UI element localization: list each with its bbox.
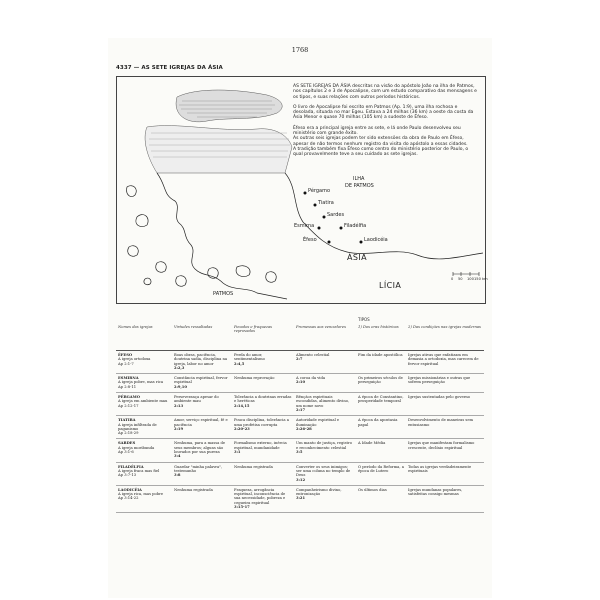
table-cell <box>116 485 172 512</box>
column-header: 2) Das condições nas igrejas modernas <box>406 323 484 351</box>
table-cell <box>356 374 406 393</box>
map-label-esmirna: Esmirna <box>294 223 315 229</box>
virtues-text: Boas obras, paciência, doutrina sadia, disciplina na igreja, labor no amor <box>174 353 228 366</box>
church-name: TIATIRA <box>118 418 136 423</box>
table-cell <box>172 393 232 416</box>
table-row <box>116 393 484 416</box>
scale-label-150: 150 km <box>474 277 488 281</box>
map-note-paragraph: As outras seis igrejas podem ter sido extensões da obra de Paulo em Éfeso, apesar de não termos nenhum registro da visita do apóstolo a essas cidades. <box>293 136 468 147</box>
table-cell <box>172 462 232 485</box>
map-label-ilha: ILHA <box>353 176 365 182</box>
modern-text: Igrejas ativas que enfatizam em demasia a ortodoxia, mas carecem de fervor espiritual <box>408 353 479 366</box>
modern-text: Igrejas missionárias e outras que sofrem perseguição <box>408 376 471 385</box>
modern-text: Igrejas mundanas populares, satisfeitas consigo mesmas <box>408 487 463 497</box>
promise-text: A coroa da vida <box>296 376 326 381</box>
era-text: A época de Constantino, prosperidade temporal <box>358 395 404 404</box>
sins-reference: 2:4,5 <box>234 361 245 366</box>
modern-text: Igrejas sustentadas pelo governo <box>408 395 470 400</box>
table-cell <box>232 416 294 439</box>
map-note-paragraph: AS SETE IGREJAS DA ÁSIA descritas na visão do apóstolo João na ilha de Patmos, nos capítulos 2 e 3 de Apocalipse, com um estudo comparativo das mensagens e os tipos, e suas relações com outros períodos históricos. <box>293 84 477 100</box>
promise-text: Converter os seus inimigos; ser uma coluna no templo de Deus <box>296 464 351 478</box>
church-subtitle: A igreja fraca mas fiel <box>118 468 160 473</box>
table-row <box>116 485 484 512</box>
table-cell <box>294 374 356 393</box>
sins-text: Nenhuma reprovação <box>234 376 275 381</box>
virtues-reference: 2:13 <box>174 403 184 408</box>
church-reference: Ap 3:14-22 <box>118 496 139 501</box>
church-name: ÉFESO <box>118 353 133 357</box>
church-subtitle: A igreja ortodoxa <box>118 357 151 362</box>
era-text: Fim da idade apostólica <box>358 353 403 357</box>
column-header: Nomes das igrejas <box>116 323 172 351</box>
table-cell <box>294 393 356 416</box>
church-reference: Ap 2:8-11 <box>118 384 137 389</box>
church-subtitle: A igreja rica, mas pobre <box>118 492 164 497</box>
table-cell <box>232 439 294 462</box>
era-text: Os últimos dias <box>358 487 387 492</box>
church-reference: Ap 3:7-13 <box>118 473 137 478</box>
map-note-paragraph: Éfeso era a principal igreja entre as sete, e lá onde Paulo desenvolveu seu ministério com grande êxito. <box>293 125 461 137</box>
map-label-asia: ÁSIA <box>347 253 367 262</box>
scale-label-0: 0 <box>451 277 454 281</box>
promise-reference: 3:5 <box>296 450 303 455</box>
table-cell <box>116 374 172 393</box>
era-text: A época da apostasia papal <box>358 418 398 427</box>
sins-text: Perda do amor, sentimentalismo <box>234 353 265 362</box>
tipos-label: TIPOS <box>358 317 370 322</box>
map-label-de-patmos: DE PATMOS <box>345 183 374 189</box>
sins-text: Nenhuma registrada <box>234 464 273 469</box>
table-cell <box>406 374 484 393</box>
church-subtitle: A igreja em ambiente mau <box>118 399 168 404</box>
promise-reference: 2:7 <box>296 357 303 362</box>
table-cell <box>172 374 232 393</box>
church-reference: Ap 2:18-29 <box>118 431 139 436</box>
table-cell <box>406 351 484 374</box>
table-cell <box>232 351 294 374</box>
virtues-text: Guardar "minha palavra", testemunho <box>174 464 223 473</box>
church-subtitle: A igreja moribunda <box>118 445 155 450</box>
table-body <box>116 351 484 513</box>
virtues-reference: 2:19 <box>174 426 184 431</box>
church-reference: Ap 2:1-7 <box>118 361 134 366</box>
scale-label-50: 50 <box>458 277 463 281</box>
section-heading: 4337 — AS SETE IGREJAS DA ÁSIA <box>116 65 223 71</box>
promise-text: Um manto de justiça, registro e reconhecimento celestial <box>296 441 352 450</box>
virtues-reference: 3:4 <box>174 454 181 459</box>
table-row <box>116 351 484 374</box>
table-cell <box>294 485 356 512</box>
page <box>108 38 492 598</box>
table-row <box>116 462 484 485</box>
map-label-laodiceia: Laodicéia <box>364 237 388 243</box>
church-subtitle: A igreja pobre, mas rica <box>118 380 164 385</box>
promise-reference: 2:26-28 <box>296 426 312 431</box>
virtues-text: Amor, serviço espiritual, fé e paciência <box>174 418 228 427</box>
virtues-text: Nenhuma registrada <box>174 487 213 492</box>
church-name: PÉRGAMO <box>118 395 140 400</box>
table-row <box>116 439 484 462</box>
table-cell <box>356 485 406 512</box>
table-cell <box>294 439 356 462</box>
table-row <box>116 374 484 393</box>
column-header: Promessas aos vencedores <box>294 323 356 351</box>
table-cell <box>232 374 294 393</box>
promise-text: Autoridade espiritual e iluminação <box>296 418 340 427</box>
church-reference: Ap 3:1-6 <box>118 450 134 455</box>
church-name: LAODICÉIA <box>118 487 142 492</box>
modern-text: Igrejas que manifestam formalismo crescente, declínio espiritual <box>408 441 475 450</box>
virtues-reference: 2:9,10 <box>174 384 187 389</box>
virtues-text: Perseverança apesar do ambiente mau <box>174 395 219 404</box>
map-label-licia: LÍCIA <box>379 281 402 290</box>
map-note-paragraph: O livro de Apocalipse foi escrito em Patmos (Ap. 1:9), uma ilha rochosa e desolada, situada no mar Egeu. Estava a 24 milhas (36 km) a oeste da costa da Ásia Menor e quase 70 milhas (105 km) a sudeste de Éfeso. <box>293 104 474 121</box>
table-cell <box>232 485 294 512</box>
map-label-sardes: Sardes <box>327 212 345 218</box>
era-text: Os primeiros séculos de perseguição <box>358 376 403 385</box>
table-header-row <box>116 323 484 351</box>
table-cell <box>172 439 232 462</box>
promise-reference: 3:12 <box>296 477 306 482</box>
church-name: FILADÉLFIA <box>118 464 144 469</box>
column-header: 1) Dos eras históricas <box>356 323 406 351</box>
virtues-reference: 2:2,3 <box>174 365 185 370</box>
virtues-text: Nenhuma, para a massa de seus membros; alguns são louvados por sua pureza <box>174 441 226 455</box>
table-cell <box>294 416 356 439</box>
era-text: A Idade Média <box>358 441 386 446</box>
promise-reference: 2:10 <box>296 380 306 385</box>
table-row <box>116 416 484 439</box>
table-cell <box>116 393 172 416</box>
church-name: SARDES <box>118 441 136 446</box>
churches-table <box>116 323 484 513</box>
table-cell <box>406 439 484 462</box>
church-name: ESMIRNA <box>118 376 139 381</box>
map-label-efeso: Éfeso <box>303 237 317 243</box>
church-reference: Ap 2:12-17 <box>118 403 139 408</box>
scale-label-100: 100 <box>467 277 474 281</box>
column-header: Virtudes ressaltadas <box>172 323 232 351</box>
virtues-text: Constância espiritual, fervor espiritual <box>174 376 228 385</box>
table-cell <box>116 462 172 485</box>
table-cell <box>356 351 406 374</box>
promise-text: Alimento celestial <box>296 353 330 357</box>
sins-reference: 3:15-17 <box>234 505 250 510</box>
table-cell <box>406 485 484 512</box>
era-text: O período da Reforma, a época de Lutero <box>358 464 404 473</box>
promise-reference: 2:17 <box>296 407 306 412</box>
table-cell <box>356 393 406 416</box>
map-description <box>293 84 479 163</box>
sins-reference: 2:20-23 <box>234 426 250 431</box>
column-header: Pecados e fraquezas reprovados <box>232 323 294 351</box>
map-label-tiatira: Tiatira <box>318 200 334 206</box>
virtues-reference: 3:8 <box>174 473 181 478</box>
table-cell <box>116 439 172 462</box>
sins-reference: 2:14,15 <box>234 403 250 408</box>
promise-reference: 3:21 <box>296 496 306 501</box>
table-cell <box>406 393 484 416</box>
table-cell <box>406 416 484 439</box>
map-note-paragraph: A tradição também fixa Éfeso como centro do ministério posterior de Paulo, o qual provavelmente teve a seu cuidado as sete igrejas. <box>293 146 469 158</box>
table-cell <box>406 462 484 485</box>
table-cell <box>294 462 356 485</box>
table-cell <box>232 393 294 416</box>
table-cell <box>356 462 406 485</box>
table-cell <box>172 351 232 374</box>
map-label-patmos: PATMOS <box>213 291 234 297</box>
map-panel <box>116 76 486 304</box>
table-cell <box>294 351 356 374</box>
sins-reference: 3:1 <box>234 450 241 455</box>
map-label-pergamo: Pérgamo <box>308 188 331 194</box>
sins-text: Formalismo externo, inércia espiritual, mundanidade <box>234 441 287 450</box>
modern-text: Todas as igrejas verdadeiramente espirituais <box>408 464 472 473</box>
page-number: 1768 <box>291 46 309 54</box>
sins-text: Tolerância a doutrinas erradas e heréticas <box>234 395 292 404</box>
table-cell <box>232 462 294 485</box>
promise-text: Bênçãos espirituais escondidas, alimento divino, um nome novo <box>296 395 350 408</box>
modern-text: Desenvolvimento de maneiras sem entusiasmo <box>408 418 474 427</box>
table-cell <box>356 439 406 462</box>
table-cell <box>172 485 232 512</box>
sins-text: Pouca disciplina, tolerância a uma profetisa corrupta <box>234 418 289 427</box>
map-label-filadelfia: Filadélfia <box>344 223 367 229</box>
table-cell <box>116 351 172 374</box>
church-subtitle: A igreja infiltrada de paganismo <box>118 422 157 431</box>
table-cell <box>116 416 172 439</box>
sins-text: Fraqueza, arrogância espiritual, inconsciência de sua necessidade, pobreza e cegueira espiritual <box>234 487 286 505</box>
table-cell <box>172 416 232 439</box>
table-cell <box>356 416 406 439</box>
promise-text: Companheirismo divino, entronização <box>296 487 342 497</box>
